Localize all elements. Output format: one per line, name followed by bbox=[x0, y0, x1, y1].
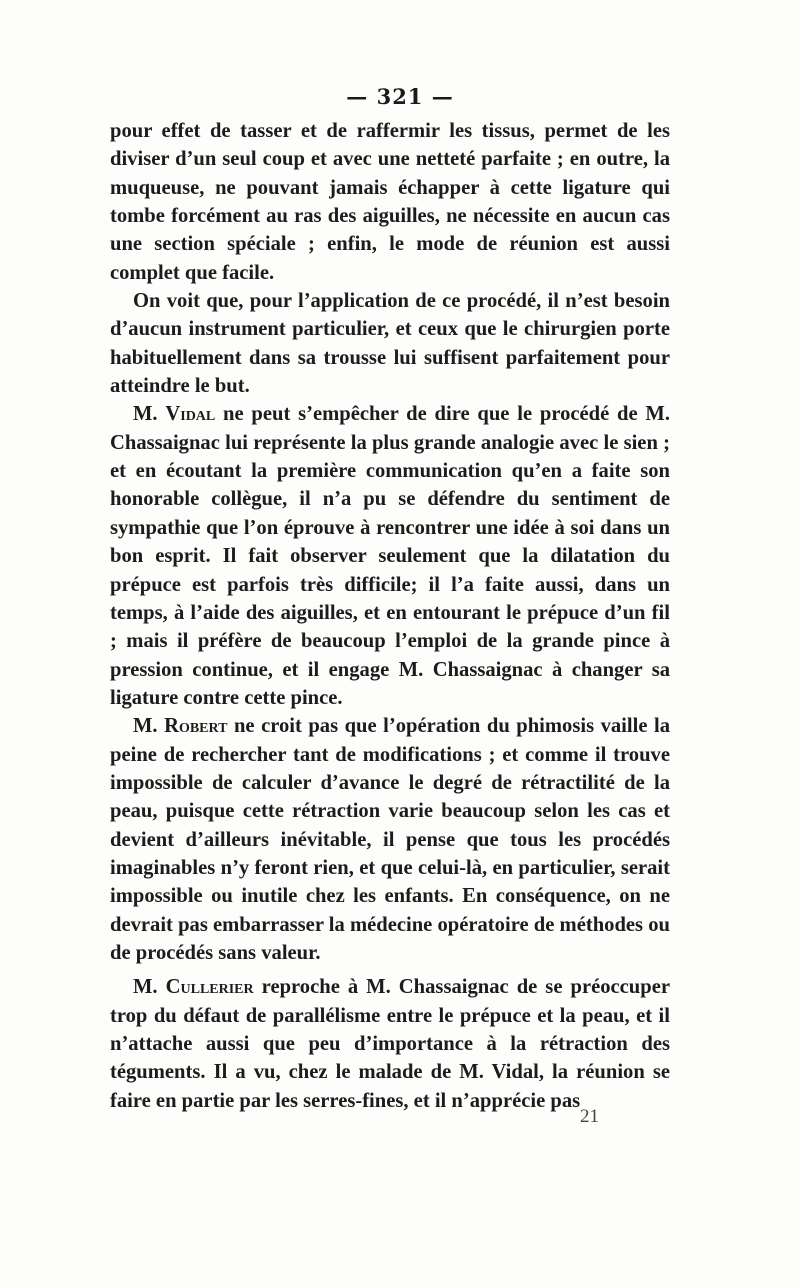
speaker-name-vidal: Vidal bbox=[165, 403, 216, 426]
paragraph-text: On voit que, pour l’application de ce procédé, il n’est besoin d’aucun instrument particulier, et ceux que le chirurgien porte habituellement dans sa trousse lui suffisent parfaitement pour atteindre le but. bbox=[110, 290, 670, 398]
paragraph-text: ne peut s’empêcher de dire que le procédé de M. Chassaignac lui représente la plus grande analogie avec le sien ; et en écoutant la première communication qu’en a faite son honorable collègue, il n’a pu se défendre du sentiment de sympathie que l’on éprouve à rencontrer une idée à soi dans un bon esprit. Il fait observer seulement que la dilatation du prépuce est parfois très difficile; il l’a faite aussi, dans un temps, à l’aide des aiguilles, et en entourant le prépuce d’un fil ; mais il préfère de beaucoup l’emploi de la grande pince à pression continue, et il engage M. Chassaignac à changer sa ligature contre cette pince. bbox=[110, 403, 671, 709]
paragraph-4 bbox=[110, 712, 670, 967]
speaker-name-cullerier: Cullerier bbox=[165, 976, 254, 999]
paragraph-text: M. bbox=[133, 715, 165, 738]
paragraph-text: reproche à M. Chassaignac de se préoccuper trop du défaut de parallélisme entre le prépuce et la peau, et il n’attache aussi que peu d’importance à la rétraction des téguments. Il a vu, chez le malade de M. Vidal, la réunion se faire en partie par les serres-fines, et il n’apprécie pas bbox=[110, 976, 670, 1112]
paragraph-text: pour effet de tasser et de raffermir les tissus, permet de les diviser d’un seul coup et avec une netteté parfaite ; en outre, la muqueuse, ne pouvant jamais échapper à cette ligature qui tombe forcément au ras des aiguilles, ne nécessite en aucun cas une section spéciale ; enfin, le mode de réunion est aussi complet que facile. bbox=[110, 120, 670, 284]
speaker-name-robert: Robert bbox=[164, 715, 228, 738]
paragraph-3 bbox=[110, 400, 670, 712]
paragraph-5 bbox=[110, 973, 670, 1115]
paragraph-text: M. bbox=[133, 403, 166, 426]
page-number: — 321 — bbox=[346, 84, 454, 109]
signature-mark: 21 bbox=[580, 1106, 599, 1127]
body-text bbox=[110, 117, 670, 1115]
paragraph-2 bbox=[110, 287, 670, 400]
paragraph-1 bbox=[110, 117, 670, 287]
paragraph-text: ne croit pas que l’opération du phimosis vaille la peine de rechercher tant de modifications ; et comme il trouve impossible de calculer d’avance le degré de rétractilité de la peau, puisque cette rétraction varie beaucoup selon les cas et devient d’ailleurs inévitable, il pense que tous les procédés imaginables n’y feront rien, et que celui-là, en particulier, serait impossible ou inutile chez les enfants. En conséquence, on ne devrait pas embarrasser la médecine opératoire de méthodes ou de procédés sans valeur. bbox=[110, 715, 670, 964]
paragraph-text: M. bbox=[133, 976, 166, 999]
